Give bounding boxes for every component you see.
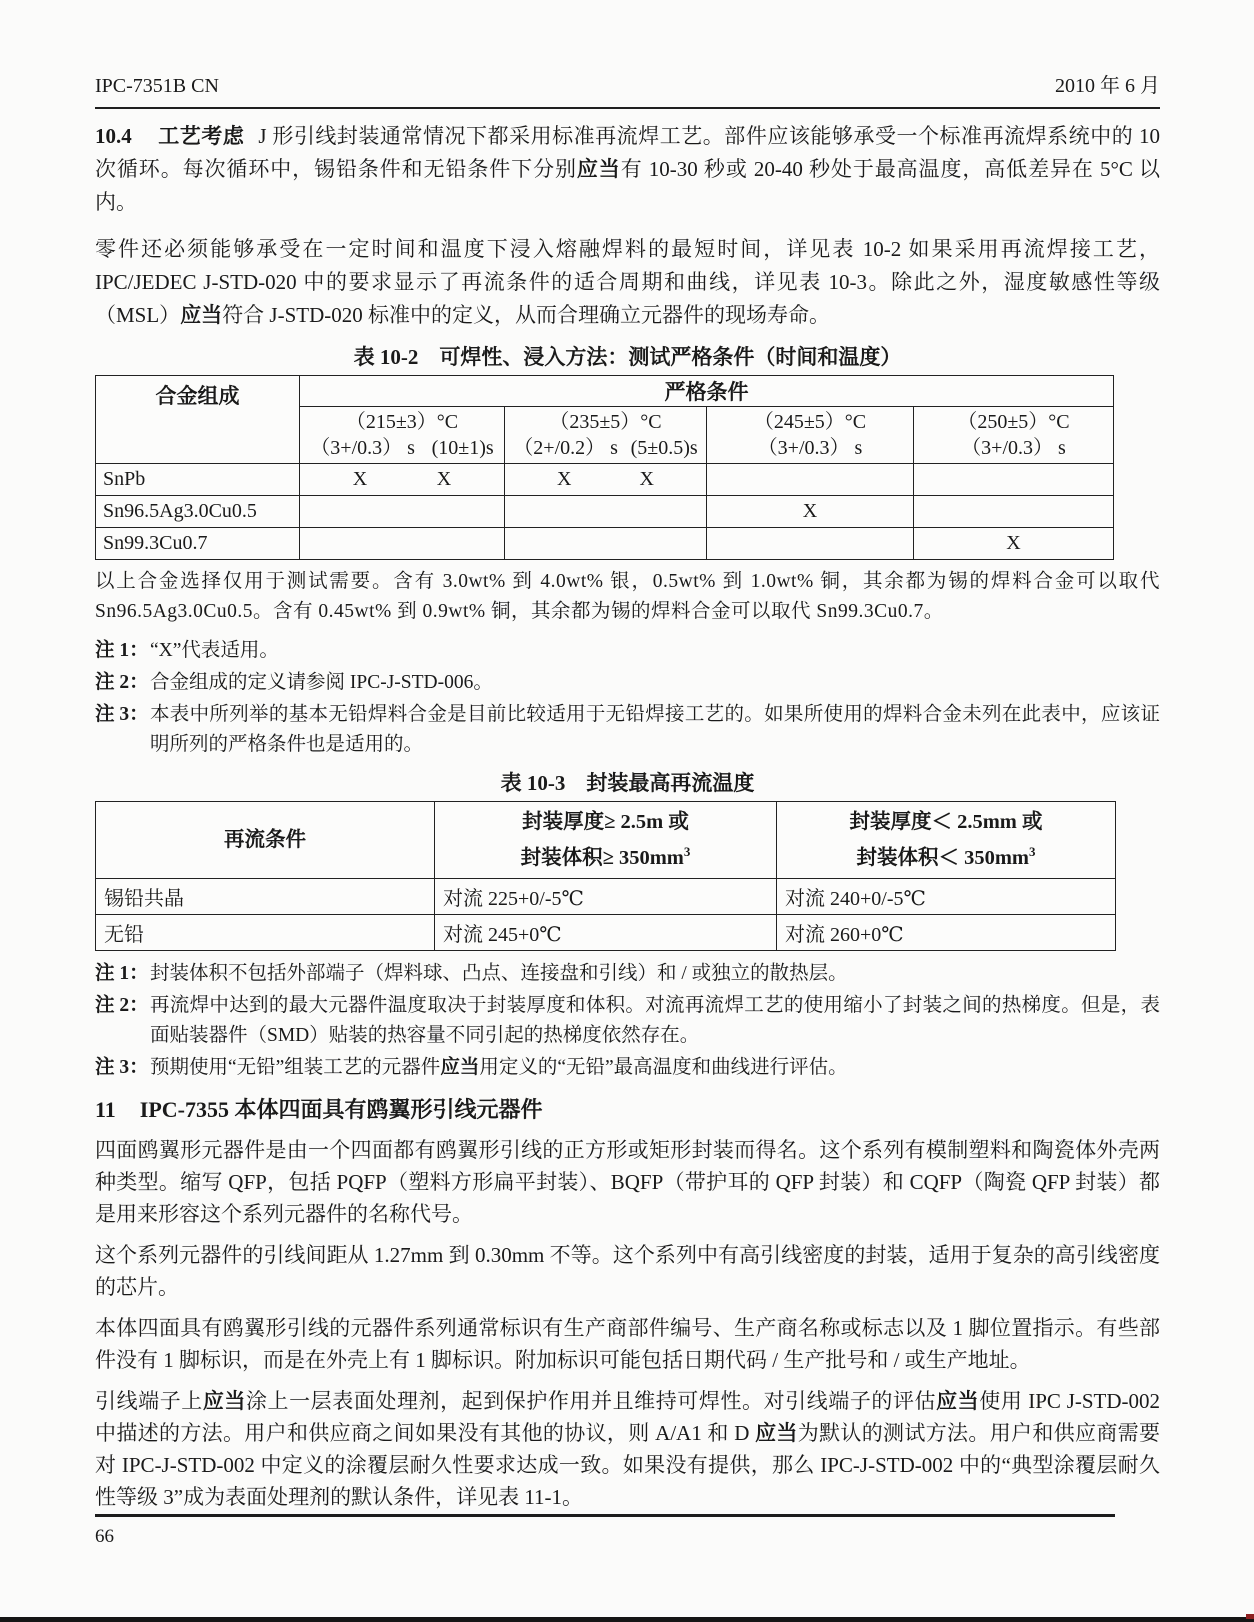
scan-edge-artifact (0, 1617, 1254, 1622)
applicability-cell (707, 464, 914, 496)
note-1: 注 1： “X”代表适用。 (95, 640, 279, 661)
footer-rule (95, 1514, 1115, 1517)
keyword-shall: 应当 (202, 1388, 246, 1413)
keyword-shall: 应当 (180, 303, 223, 327)
table-10-3-caption: 表 10-3 封装最高再流温度 (500, 771, 755, 795)
paragraph-qfp-naming: 四面鸥翼形元器件是由一个四面都有鸥翼形引线的正方形或矩形封装而得名。这个系列有模制塑料和陶瓷体外壳两种类型。缩写 QFP，包括 PQFP（塑料方形扁平封装）、BQFP（带护耳的 QFP 封装）和 CQFP（陶瓷 QFP 封装）都是用来形容这个系列元器件的名称代号。 (95, 1137, 1160, 1226)
table-10-3-notes (95, 959, 1160, 1083)
column-header-alloy: 合金组成 (96, 376, 300, 464)
paragraph-marking: 本体四面具有鸥翼形引线的元器件系列通常标识有生产商部件编号、生产商名称或标志以及 1 脚位置指示。有些部件没有 1 脚标识，而是在外壳上有 1 脚标识。附加标识可能包括日期代码 / 生产批号和 / 或生产地址。 (95, 1315, 1160, 1372)
temperature-cell: 对流 225+0/-5℃ (435, 878, 777, 914)
column-header-thin-package: 封装厚度＜ 2.5mm 或 封装体积＜ $350mm^3$ (777, 802, 1116, 879)
body-text: 使用 IPC J-STD-002 中描述的方法。用户和供应商之间如果没有其他的协议，则 A/A1 和 D (95, 1388, 1161, 1445)
section-10-4-paragraph (95, 120, 1160, 219)
note-3: 注 3： 本表中所列举的基本无铅焊料合金是目前比较适用于无铅焊接工艺的。如果所使用的焊料合金未列在此表中，应该证明所列的严格条件也是适用的。 (95, 704, 1160, 755)
table-10-2 (95, 375, 1114, 560)
section-number: 11 (95, 1096, 116, 1122)
doc-number: IPC-7351B CN (95, 75, 219, 97)
keyword-shall: 应当 (936, 1388, 980, 1413)
applicability-cell (914, 464, 1114, 496)
scan-corner-artifact (1246, 1614, 1254, 1619)
applicability-cell: X (914, 528, 1114, 560)
paragraph-lead-pitch: 这个系列元器件的引线间距从 1.27mm 到 0.30mm 不等。这个系列中有高引线密度的封装，适用于复杂的高引线密度的芯片。 (95, 1242, 1160, 1299)
table-10-2-footnote: 以上合金选择仅用于测试需要。含有 3.0wt% 到 4.0wt% 银，0.5wt% 到 1.0wt% 铜，其余都为锡的焊料合金可以取代 Sn96.5Ag3.0Cu0.5。含有 0.45wt% 到 0.9wt% 铜，其余都为锡的焊料合金可以取代 Sn99.3Cu0.7。 (95, 571, 1160, 622)
alloy-name-cell: Sn96.5Ag3.0Cu0.5 (96, 496, 300, 528)
applicability-cell: X X (300, 464, 505, 496)
page-header (95, 74, 1160, 98)
note-3: 注 3： 预期使用“无铅”组装工艺的元器件应当用定义的“无铅”最高温度和曲线进行评估。 (95, 1056, 848, 1078)
note-1: 注 1： 封装体积不包括外部端子（焊料球、凸点、连接盘和引线）和 / 或独立的散热层。 (95, 962, 848, 984)
table-row (96, 464, 1114, 496)
paragraph-surface-finish (95, 1385, 1160, 1513)
table-header-row (96, 376, 1114, 407)
condition-name-cell: 无铅 (96, 914, 435, 950)
keyword-shall: 应当 (755, 1420, 798, 1445)
condition-215: （215±3）°C （3+/0.3） s (10±1)s (300, 407, 505, 464)
temperature-cell: 对流 240+0/-5℃ (777, 878, 1116, 914)
body-text: 涂上一层表面处理剂，起到保护作用并且维持可焊性。对引线端子的评估 (245, 1388, 937, 1413)
doc-date: 2010 年 6 月 (1055, 75, 1160, 97)
table-row (96, 914, 1116, 950)
applicability-cell (505, 528, 707, 560)
applicability-cell (300, 528, 505, 560)
section-title: 工艺考虑 (157, 124, 245, 148)
body-text: 为默认的测试方法。用户和供应商需要对 IPC-J-STD-002 中定义的涂覆层耐久性要求达成一致。如果没有提供，那么 IPC-J-STD-002 中的“典型涂覆层耐久性等级 3”成为表面处理剂的默认条件，详见表 11-1。 (95, 1420, 1161, 1509)
column-group-header: 严格条件 (300, 376, 1114, 407)
alloy-name-cell: Sn99.3Cu0.7 (96, 528, 300, 560)
column-header-reflow-condition: 再流条件 (96, 802, 435, 879)
note-2: 注 2： 合金组成的定义请参阅 IPC-J-STD-006。 (95, 672, 493, 693)
body-text: 有 10-30 秒或 20-40 秒处于最高温度，高低差异在 5°C 以内。 (95, 157, 1161, 214)
temperature-cell: 对流 245+0℃ (435, 914, 777, 950)
table-10-2-notes (95, 636, 1160, 760)
table-header-row (96, 802, 1116, 879)
condition-250: （250±5）°C （3+/0.3） s (914, 407, 1114, 464)
section-title: IPC-7355 本体四面具有鸥翼形引线元器件 (139, 1096, 543, 1122)
applicability-cell (914, 496, 1114, 528)
note-2: 注 2： 再流焊中达到的最大元器件温度取决于封装厚度和体积。对流再流焊工艺的使用缩小了封装之间的热梯度。但是，表面贴装器件（SMD）贴装的热容量不同引起的热梯度依然存在。 (95, 994, 1160, 1046)
table-row (96, 528, 1114, 560)
table-row (96, 878, 1116, 914)
condition-235: （235±5）°C （2+/0.2） s (5±0.5)s (505, 407, 707, 464)
alloy-name-cell: SnPb (96, 464, 300, 496)
page-number: 66 (95, 1526, 114, 1547)
body-text: J 形引线封装通常情况下都采用标准再流焊工艺。部件应该能够承受一个标准再流焊系统中的 10 次循环。每次循环中，锡铅条件和无铅条件下分别 (95, 124, 1161, 181)
applicability-cell (300, 496, 505, 528)
table-10-3 (95, 801, 1116, 951)
table-row (96, 496, 1114, 528)
paragraph-dip-requirements (95, 233, 1160, 332)
header-rule (95, 107, 1160, 109)
condition-name-cell: 锡铅共晶 (96, 878, 435, 914)
applicability-cell: X (707, 496, 914, 528)
page-footer (95, 1514, 1115, 1548)
keyword-shall: 应当 (576, 157, 621, 181)
section-11-heading (95, 1095, 1160, 1125)
applicability-cell (505, 496, 707, 528)
table-10-2-caption: 表 10-2 可焊性、浸入方法：测试严格条件（时间和温度） (353, 345, 902, 369)
section-number: 10.4 (95, 124, 132, 148)
body-text: 零件还必须能够承受在一定时间和温度下浸入熔融焊料的最短时间，详见表 10-2 如果采用再流焊接工艺，IPC/JEDEC J-STD-020 中的要求显示了再流条件的适合周期和曲线，详见表 10-3。除此之外，湿度敏感性等级（MSL） (95, 237, 1160, 327)
temperature-cell: 对流 260+0℃ (777, 914, 1116, 950)
column-header-thick-package: 封装厚度≥ 2.5m 或 封装体积≥ $350mm^3$ (435, 802, 777, 879)
condition-245: （245±5）°C （3+/0.3） s (707, 407, 914, 464)
applicability-cell: X X (505, 464, 707, 496)
applicability-cell (707, 528, 914, 560)
body-text: 引线端子上 (95, 1388, 203, 1413)
body-text: 符合 J-STD-020 标准中的定义，从而合理确立元器件的现场寿命。 (222, 303, 831, 327)
